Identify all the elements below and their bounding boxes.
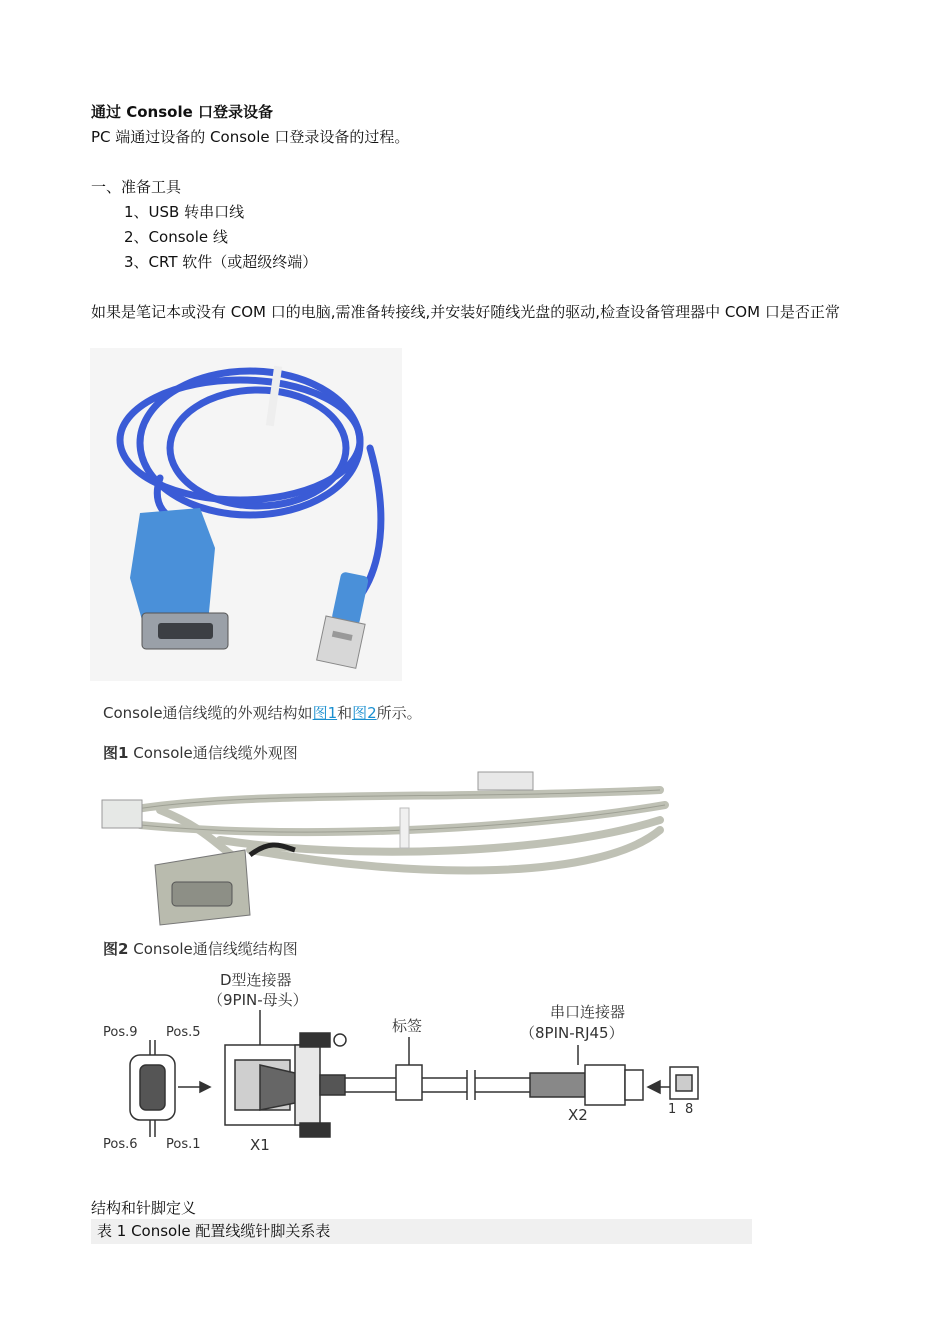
pin1-label: 1 [668, 1102, 677, 1117]
console-cable-photo [100, 770, 680, 930]
console-cable-structure-diagram [100, 965, 710, 1160]
pos6-label: Pos.6 [103, 1137, 138, 1152]
figure-intro-mid: 和 [337, 704, 353, 722]
pos5-label: Pos.5 [166, 1025, 201, 1040]
list-item: 1、USB 转串口线 [124, 203, 245, 221]
section-heading-tools: 一、准备工具 [91, 178, 182, 196]
d-connector-label: D型连接器 [220, 971, 292, 989]
x1-label: X1 [250, 1136, 270, 1154]
pin8-label: 8 [685, 1102, 694, 1117]
doc-title: 通过 Console 口登录设备 [91, 103, 273, 121]
figure1-link[interactable]: 图1 [312, 704, 338, 722]
serial-connector-sublabel: （8PIN-RJ45） [520, 1024, 624, 1042]
figure1-label: 图1 [103, 744, 129, 762]
table-title: 表 1 Console 配置线缆针脚关系表 [91, 1219, 752, 1244]
x2-label: X2 [568, 1106, 588, 1124]
list-item: 2、Console 线 [124, 228, 228, 246]
pos9-label: Pos.9 [103, 1025, 138, 1040]
figure-intro-suffix: 所示。 [376, 704, 422, 722]
d-connector-sublabel: （9PIN-母头） [208, 991, 308, 1009]
usb-serial-cable-photo [90, 348, 402, 681]
figure2-label: 图2 [103, 940, 129, 958]
list-item: 3、CRT 软件（或超级终端） [124, 253, 318, 271]
figure2-caption [103, 938, 298, 959]
figure-intro-prefix: Console通信线缆的外观结构如 [103, 704, 313, 722]
section-heading-pinout: 结构和针脚定义 [91, 1199, 197, 1217]
figure2-text: Console通信线缆结构图 [133, 940, 298, 958]
tag-label: 标签 [392, 1017, 423, 1035]
figure1-text: Console通信线缆外观图 [133, 744, 298, 762]
doc-intro: PC 端通过设备的 Console 口登录设备的过程。 [91, 128, 410, 146]
note-paragraph: 如果是笔记本或没有 COM 口的电脑,需准备转接线,并安装好随线光盘的驱动,检查设备管理器中 COM 口是否正常 [91, 303, 840, 321]
pos1-label: Pos.1 [166, 1137, 201, 1152]
figure2-link[interactable]: 图2 [352, 704, 377, 722]
figure-intro-caption [103, 702, 422, 723]
figure1-caption [103, 742, 298, 763]
serial-connector-label: 串口连接器 [550, 1003, 626, 1021]
